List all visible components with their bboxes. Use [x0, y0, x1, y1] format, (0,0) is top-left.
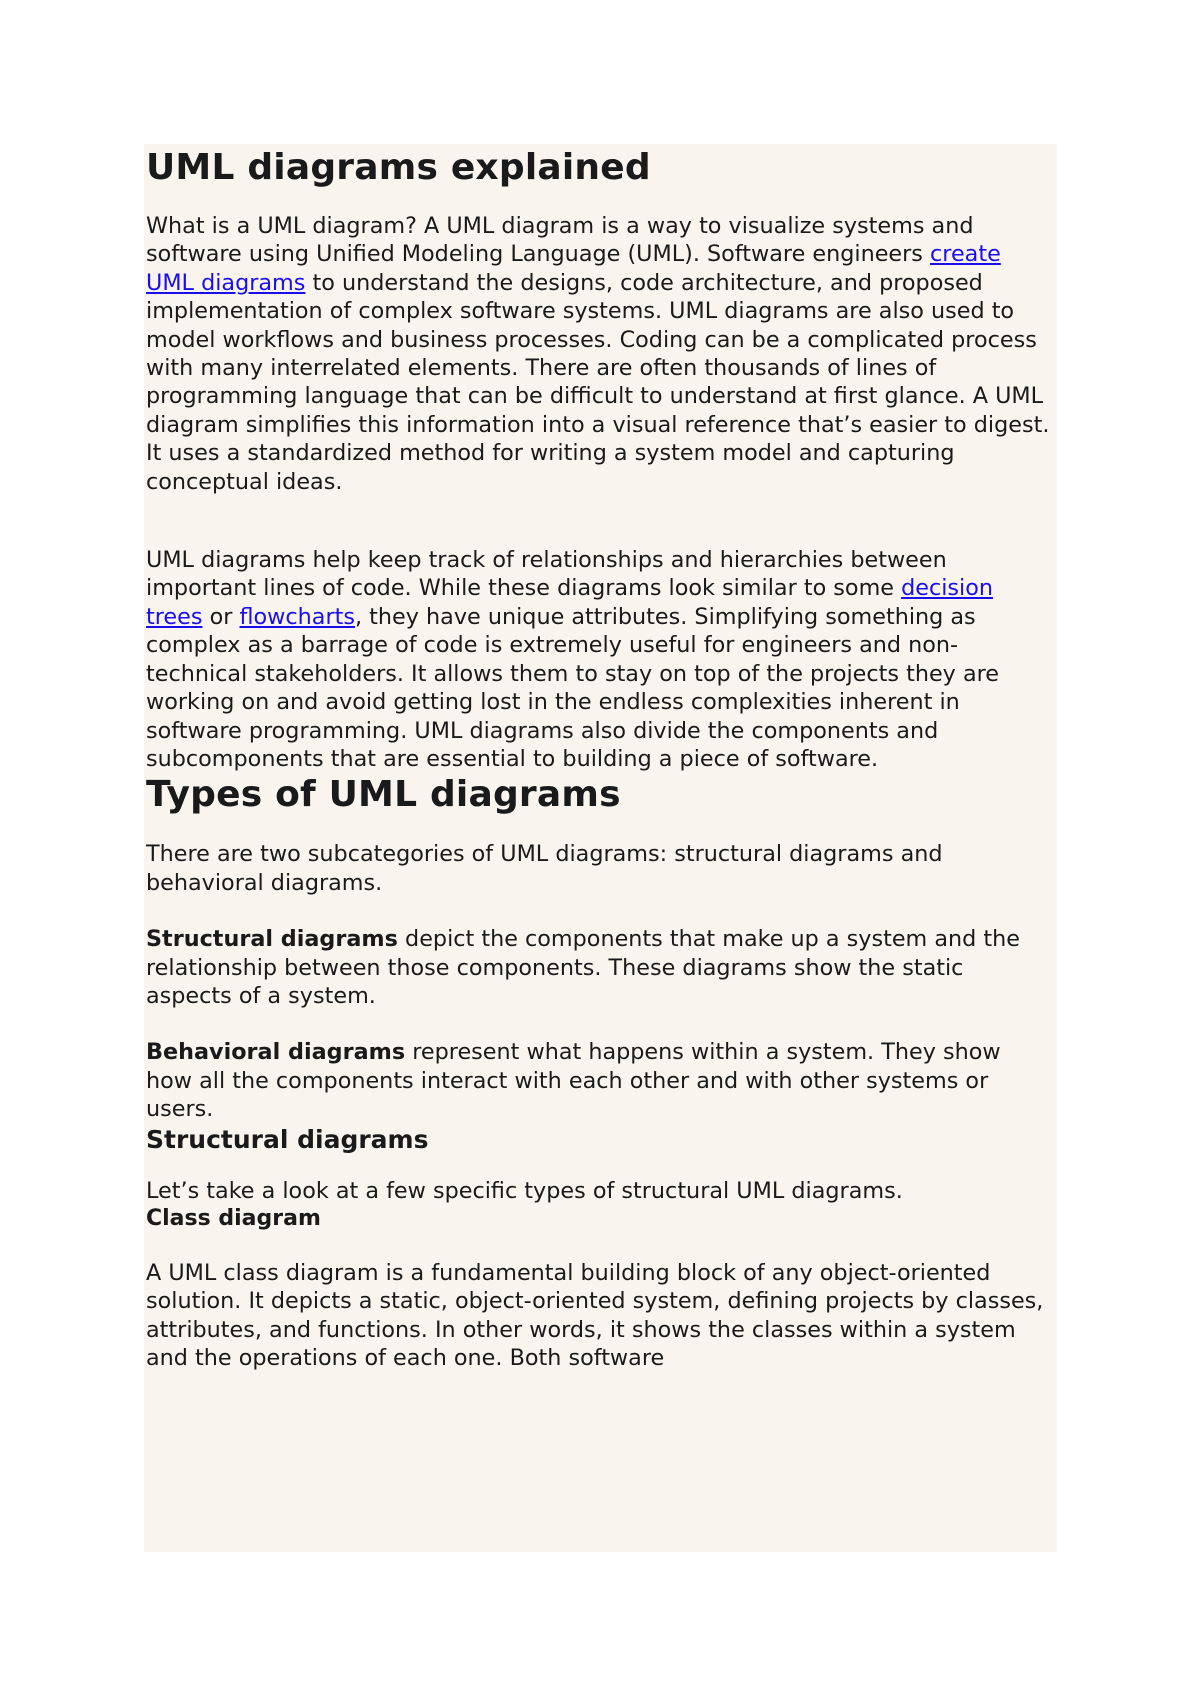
decision-trees-link[interactable]: decision trees [146, 575, 994, 630]
document-title: UML diagrams explained [146, 147, 651, 188]
structural-intro-paragraph: Let’s take a look at a few specific types of structural UML diagrams. [146, 1177, 903, 1204]
structural-diagrams-heading: Structural diagrams [146, 1124, 429, 1154]
document-page [144, 144, 1057, 1552]
structural-definition-text: depict the components that make up a system and the relationship between those components. These diagrams show the static aspects of a system. [146, 926, 1020, 1009]
intro-paragraph [146, 212, 1053, 496]
class-diagram-heading: Class diagram [146, 1205, 321, 1231]
para2-text-2: , they have unique attributes. Simplifying something as complex as a barrage of code is extremely useful for engineers and non-technical stakeholders. It allows them to stay on top of the projects they are working on and avoid getting lost in the endless complexities inherent in software programming. UML diagrams also divide the components and subcomponents that are essential to building a piece of software. [146, 603, 1000, 772]
flowcharts-link[interactable]: flowcharts [239, 603, 355, 630]
class-diagram-paragraph: A UML class diagram is a fundamental building block of any object-oriented solution. It depicts a static, object-oriented system, defining projects by classes, attributes, and functions. In other words, it shows the classes within a system and the operations of each one. Both software [146, 1259, 1044, 1372]
para2-text-1: UML diagrams help keep track of relationships and hierarchies between important lines of code. While these diagrams look similar to some [146, 547, 947, 602]
behavioral-term: Behavioral diagrams [146, 1039, 406, 1066]
behavioral-definition-paragraph [146, 1038, 1053, 1123]
relationships-paragraph [146, 546, 1053, 773]
intro-text-2: to understand the designs, code architecture, and proposed implementation of complex software systems. UML diagrams are also used to model workflows and business processes. Coding can be a complicated process with many interrelated elements. There are often thousands of lines of programming language that can be difficult to understand at first glance. A UML diagram simplifies this information into a visual reference that’s easier to digest. It uses a standardized method for writing a system model and capturing conceptual ideas. [146, 269, 1050, 495]
behavioral-definition-text: represent what happens within a system. They show how all the components interact with each other and with other systems or users. [146, 1039, 1001, 1123]
structural-term: Structural diagrams [146, 926, 398, 953]
create-uml-diagrams-link[interactable]: create UML diagrams [146, 241, 1001, 296]
types-heading: Types of UML diagrams [146, 774, 621, 816]
structural-definition-paragraph [146, 925, 1053, 1010]
intro-text-1: What is a UML diagram? A UML diagram is a way to visualize systems and software using Unified Modeling Language (UML). Software engineers [146, 213, 974, 268]
para2-text-mid: or [202, 603, 240, 630]
types-intro-paragraph: There are two subcategories of UML diagrams: structural diagrams and behavioral diagrams. [146, 841, 943, 896]
